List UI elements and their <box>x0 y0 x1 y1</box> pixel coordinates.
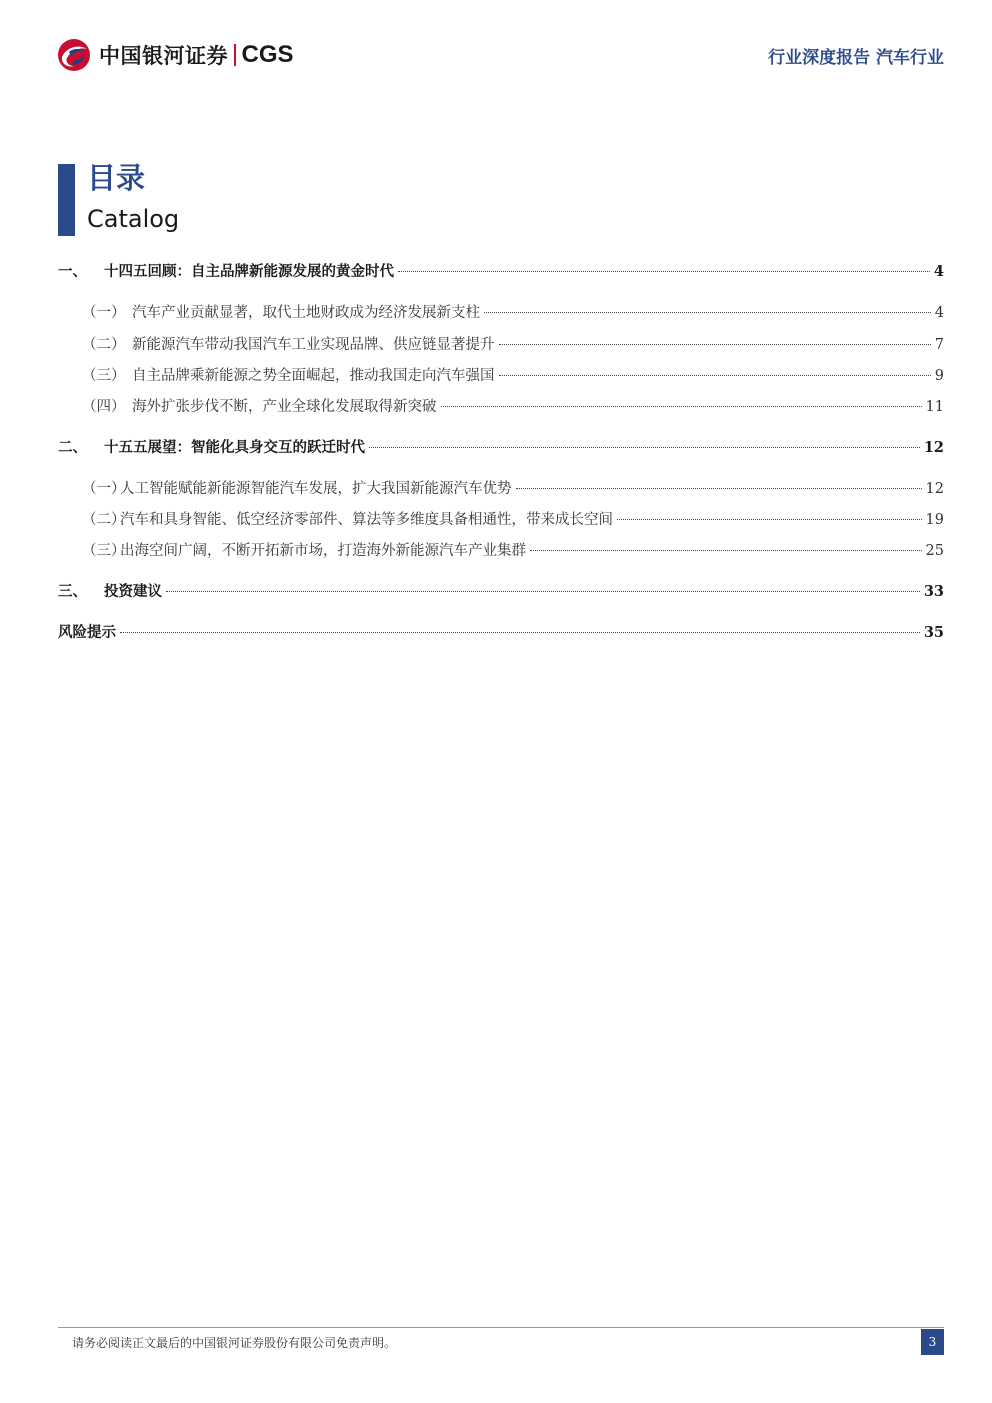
toc-entry-page: 12 <box>923 439 944 456</box>
toc-entry-number: 三、 <box>58 583 87 600</box>
toc-entry-2-3[interactable] <box>58 541 944 561</box>
toc-entry-page: 9 <box>934 368 944 384</box>
toc-entry-1-4[interactable] <box>58 397 944 417</box>
toc-entry-page: 19 <box>925 512 944 528</box>
page-number-badge: 3 <box>921 1329 944 1355</box>
toc-leader-dots <box>484 312 931 313</box>
toc-leader-dots <box>166 591 920 592</box>
toc-entry-page: 4 <box>933 263 944 280</box>
toc-entry-1-3[interactable] <box>58 366 944 386</box>
toc-leader-dots <box>530 550 922 551</box>
catalog-title-cn: 目录 <box>87 161 146 195</box>
toc-entry-1-2[interactable] <box>58 335 944 355</box>
toc-entry-number: 二、 <box>58 439 87 456</box>
toc-entry-number: （二） <box>82 337 126 353</box>
toc-entry-title: 出海空间广阔，不断开拓新市场，打造海外新能源汽车产业集群 <box>120 543 526 559</box>
toc-leader-dots <box>617 519 922 520</box>
toc-entry-number: （四） <box>82 399 126 415</box>
toc-entry-section-1[interactable] <box>58 262 944 282</box>
toc-entry-title: 十五五展望：智能化具身交互的跃迁时代 <box>104 439 365 456</box>
toc-entry-1-1[interactable] <box>58 303 944 323</box>
toc-leader-dots <box>398 271 930 272</box>
toc-entry-title: 新能源汽车带动我国汽车工业实现品牌、供应链显著提升 <box>132 337 495 353</box>
logo-text-cn: 中国银河证券 <box>99 44 228 68</box>
catalog-accent-bar <box>58 164 75 236</box>
toc-leader-dots <box>120 632 920 633</box>
toc-entry-page: 35 <box>923 624 944 641</box>
toc-entry-title: 汽车产业贡献显著，取代土地财政成为经济发展新支柱 <box>132 305 480 321</box>
toc-entry-2-1[interactable] <box>58 479 944 499</box>
toc-entry-number: （三） <box>82 368 126 384</box>
toc-entry-section-3[interactable] <box>58 582 944 602</box>
toc-entry-page: 11 <box>925 399 944 415</box>
toc-entry-title: 十四五回顾：自主品牌新能源发展的黄金时代 <box>104 263 394 280</box>
toc-entry-number: （三） <box>82 543 126 559</box>
toc-entry-number: （一） <box>82 305 126 321</box>
toc-entry-risk[interactable] <box>58 623 944 643</box>
toc-leader-dots <box>499 344 931 345</box>
toc-entry-page: 7 <box>934 337 944 353</box>
toc-leader-dots <box>369 447 920 448</box>
toc-entry-number: 一、 <box>58 263 87 280</box>
toc-entry-section-2[interactable] <box>58 438 944 458</box>
toc-entry-number: （二） <box>82 512 126 528</box>
toc-leader-dots <box>499 375 931 376</box>
toc-entry-title: 风险提示 <box>58 624 116 641</box>
report-type-label: 行业深度报告 汽车行业 <box>768 48 944 68</box>
toc-entry-page: 12 <box>925 481 944 497</box>
toc-entry-number: （一） <box>82 481 126 497</box>
toc-entry-2-2[interactable] <box>58 510 944 530</box>
logo-text-en: CGS <box>241 41 294 68</box>
logo-divider <box>234 44 236 66</box>
toc-entry-title: 人工智能赋能新能源智能汽车发展，扩大我国新能源汽车优势 <box>120 481 512 497</box>
toc-entry-page: 33 <box>923 583 944 600</box>
toc-entry-title: 海外扩张步伐不断，产业全球化发展取得新突破 <box>132 399 437 415</box>
toc-entry-title: 投资建议 <box>104 583 162 600</box>
company-logo <box>57 38 294 72</box>
toc-entry-title: 自主品牌乘新能源之势全面崛起，推动我国走向汽车强国 <box>132 368 495 384</box>
footer-divider <box>58 1327 944 1328</box>
toc-entry-title: 汽车和具身智能、低空经济零部件、算法等多维度具备相通性，带来成长空间 <box>120 512 613 528</box>
toc-entry-page: 4 <box>934 305 944 321</box>
galaxy-logo-icon <box>57 38 91 72</box>
catalog-title-en: Catalog <box>87 205 180 233</box>
toc-leader-dots <box>516 488 922 489</box>
footer-disclaimer: 请务必阅读正文最后的中国银河证券股份有限公司免责声明。 <box>72 1336 397 1350</box>
toc-entry-page: 25 <box>925 543 944 559</box>
toc-leader-dots <box>441 406 922 407</box>
